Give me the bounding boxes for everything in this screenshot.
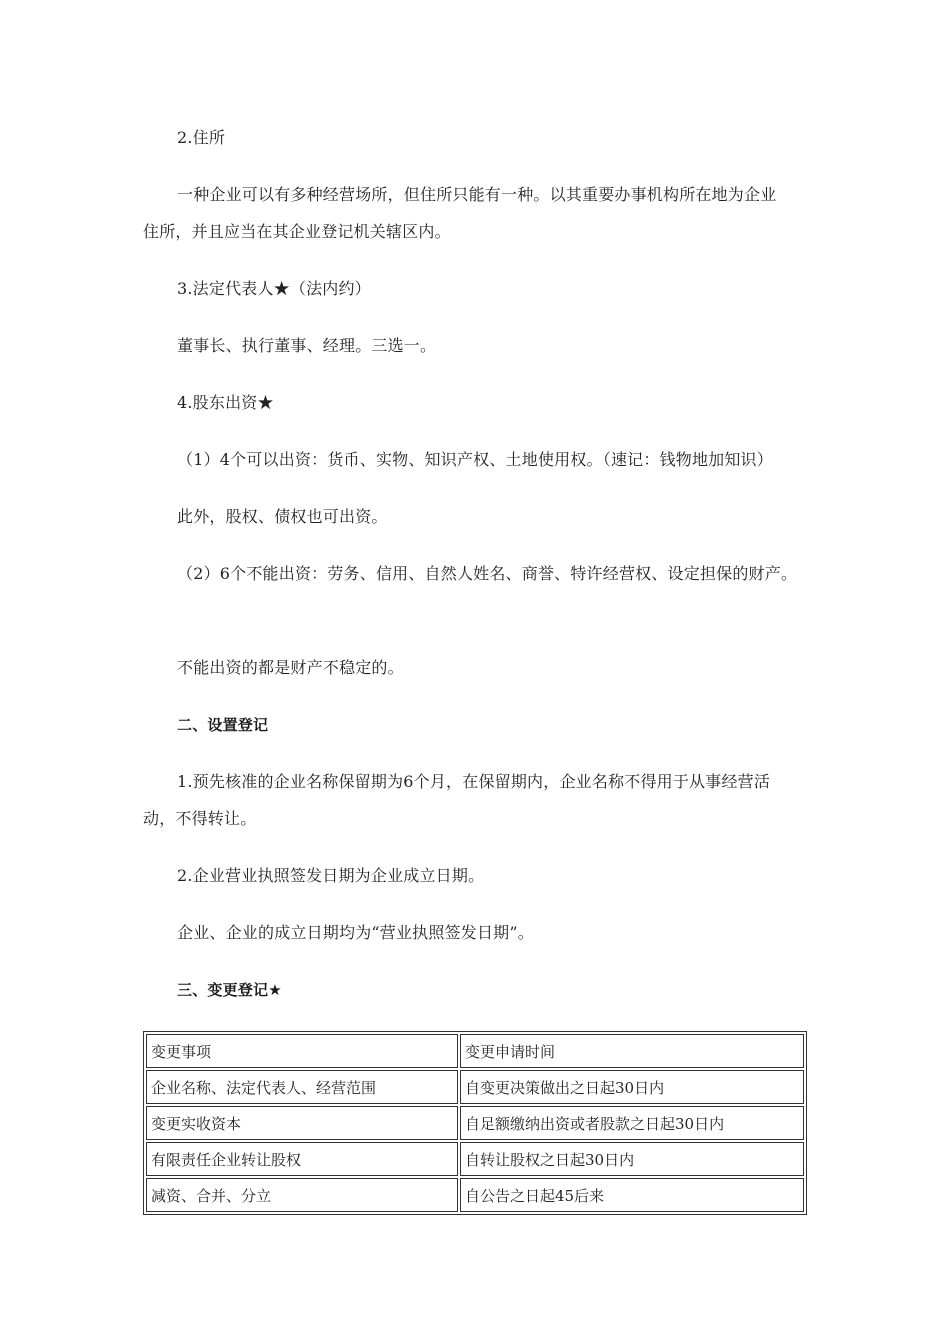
- table-cell: 变更实收资本: [146, 1106, 458, 1140]
- table-cell: 有限责任企业转让股权: [146, 1142, 458, 1176]
- paragraph-line: 1.预先核准的企业名称保留期为6个月，在保留期内，企业名称不得用于从事经营活: [177, 772, 771, 791]
- section-heading-legal-rep: 3.法定代表人★（法内约）: [177, 279, 371, 298]
- paragraph-line: 住所，并且应当在其企业登记机关辖区内。: [143, 222, 451, 241]
- table-row: [146, 1142, 804, 1176]
- paragraph-line: （1）4个可以出资：货币、实物、知识产权、土地使用权。（速记：钱物地加知识）: [177, 450, 773, 469]
- table-cell: 自变更决策做出之日起30日内: [460, 1070, 804, 1104]
- table-cell: 减资、合并、分立: [146, 1178, 458, 1212]
- table-row: [146, 1106, 804, 1140]
- section-title-change: 三、变更登记★: [177, 981, 282, 999]
- paragraph-line: 此外，股权、债权也可出资。: [177, 507, 388, 526]
- table-header-cell: 变更事项: [146, 1034, 458, 1068]
- paragraph-line: 2.企业营业执照签发日期为企业成立日期。: [177, 866, 485, 885]
- paragraph-line: 动，不得转让。: [143, 809, 257, 828]
- table-row: [146, 1178, 804, 1212]
- section-heading-residence: 2.住所: [177, 128, 226, 147]
- section-heading-capital: 4.股东出资★: [177, 393, 274, 412]
- section-title-establishment: 二、设置登记: [177, 716, 269, 734]
- paragraph-line: 一种企业可以有多种经营场所，但住所只能有一种。以其重要办事机构所在地为企业: [177, 185, 777, 204]
- table-cell: 企业名称、法定代表人、经营范围: [146, 1070, 458, 1104]
- table-row: [146, 1070, 804, 1104]
- paragraph-line: 企业、企业的成立日期均为“营业执照签发日期”。: [177, 923, 534, 942]
- paragraph-line: 董事长、执行董事、经理。三选一。: [177, 336, 437, 355]
- paragraph-line: 不能出资的都是财产不稳定的。: [177, 658, 404, 677]
- table-header-cell: 变更申请时间: [460, 1034, 804, 1068]
- paragraph-line: （2）6个不能出资：劳务、信用、自然人姓名、商誉、特许经营权、设定担保的财产。: [177, 564, 798, 583]
- table-cell: 自转让股权之日起30日内: [460, 1142, 804, 1176]
- table-header-row: [146, 1034, 804, 1068]
- table-cell: 自足额缴纳出资或者股款之日起30日内: [460, 1106, 804, 1140]
- change-registration-table: [143, 1031, 807, 1215]
- table-cell: 自公告之日起45后来: [460, 1178, 804, 1212]
